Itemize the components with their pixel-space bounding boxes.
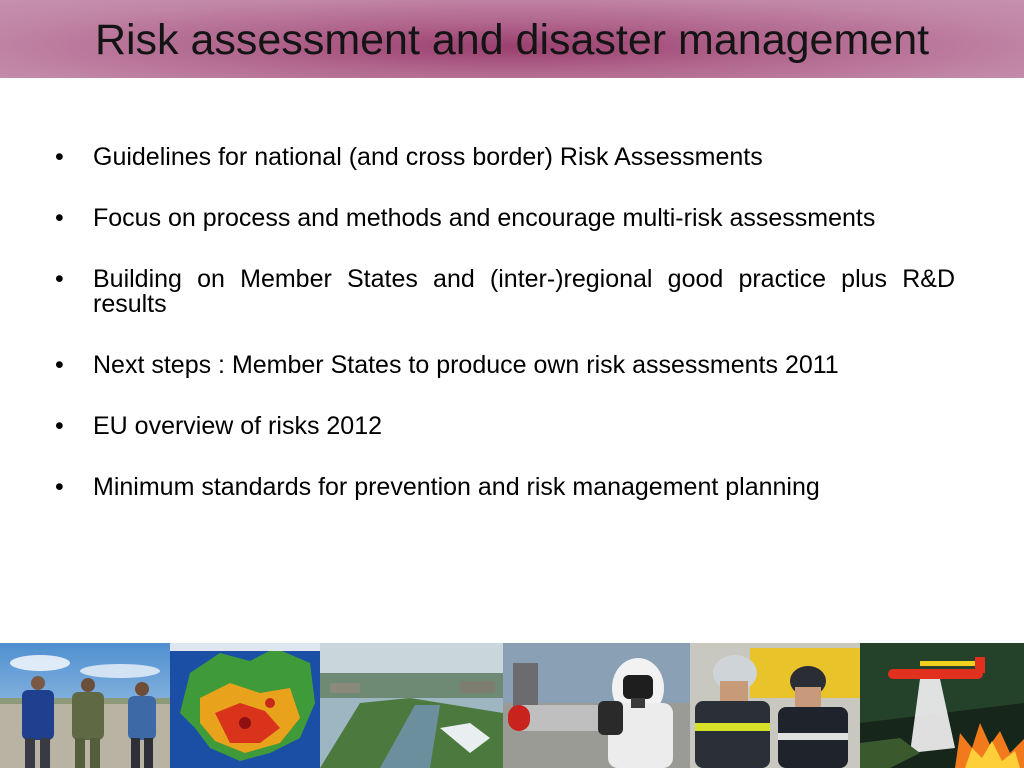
bullet-text: EU overview of risks 2012 <box>93 412 383 440</box>
slide-title: Risk assessment and disaster management <box>94 16 930 64</box>
firefighting-aircraft-photo <box>860 643 1024 768</box>
europe-risk-map-photo <box>170 643 320 768</box>
bullet-list <box>55 145 955 536</box>
bullet-text: Guidelines for national (and cross border) Risk Assessments <box>93 143 763 171</box>
bullet-marker: • <box>55 473 64 501</box>
bullet-item <box>55 414 955 439</box>
flood-river-photo <box>320 643 503 768</box>
field-workers-photo <box>0 643 170 768</box>
bullet-marker: • <box>55 412 64 440</box>
bullet-text: Minimum standards for prevention and risk management planning <box>93 473 820 501</box>
bullet-text: Next steps : Member States to produce own risk assessments 2011 <box>93 351 839 379</box>
bullet-marker: • <box>55 351 64 379</box>
bullet-marker: • <box>55 265 64 293</box>
bullet-text: Building on Member States and (inter-)regional good practice plus R&D results <box>93 265 955 318</box>
bullet-item <box>55 145 955 170</box>
photo-strip <box>0 643 1024 768</box>
bullet-item <box>55 267 955 317</box>
hazmat-responder-photo <box>503 643 690 768</box>
bullet-item <box>55 206 955 231</box>
bullet-text: Focus on process and methods and encourage multi-risk assessments <box>93 204 876 232</box>
bullet-marker: • <box>55 143 64 171</box>
bullet-marker: • <box>55 204 64 232</box>
bullet-item <box>55 475 955 500</box>
firefighters-photo <box>690 643 860 768</box>
title-bar <box>0 0 1024 78</box>
bullet-item <box>55 353 955 378</box>
